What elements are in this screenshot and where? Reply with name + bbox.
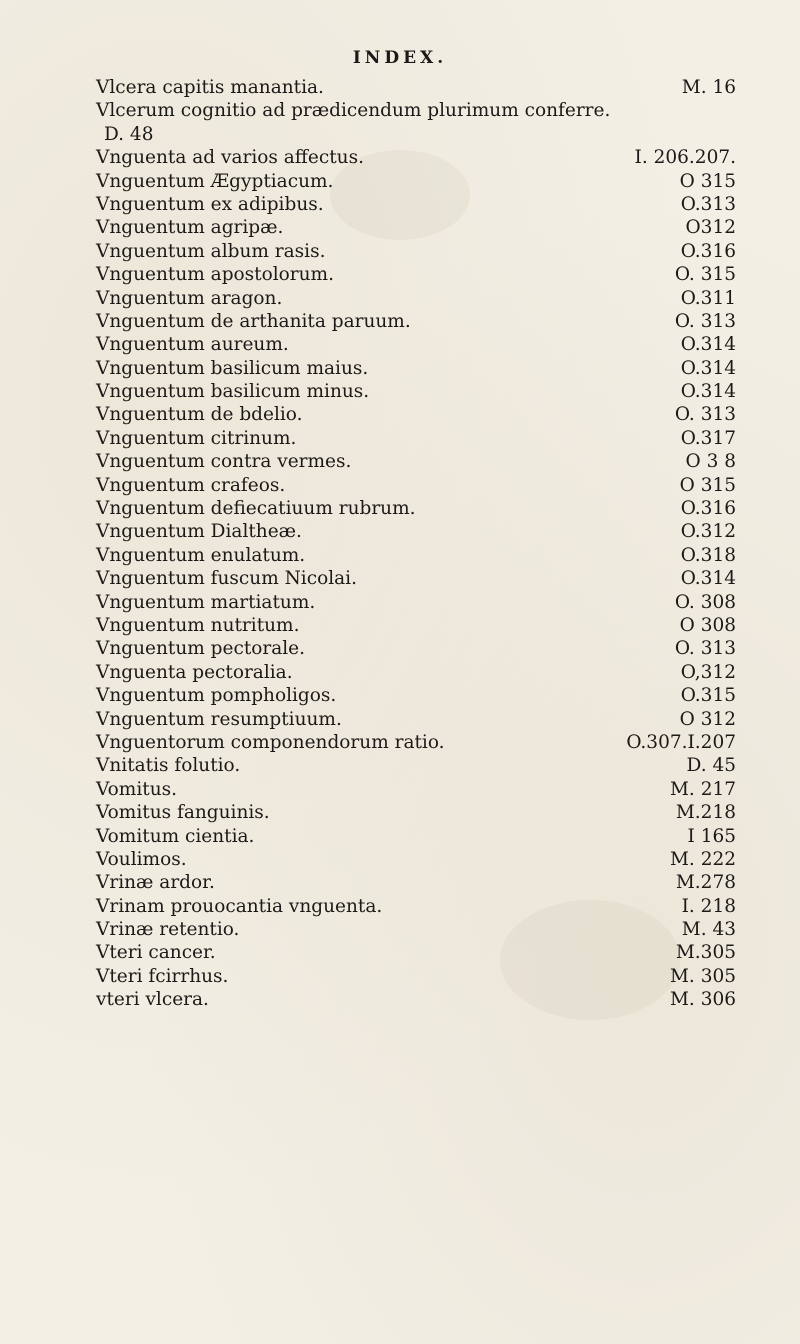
index-entry <box>96 193 736 216</box>
index-entry <box>96 76 736 99</box>
index-entry <box>96 357 736 380</box>
index-entry <box>96 965 736 988</box>
entry-reference: O. 313 <box>674 638 736 660</box>
entry-term: Vnguentum aureum. <box>96 334 289 356</box>
entry-reference: M.218 <box>675 802 736 824</box>
entry-reference: D. 45 <box>686 755 736 777</box>
entry-term: Vnguentum citrinum. <box>96 427 297 449</box>
index-entry <box>96 895 736 918</box>
index-entry <box>96 941 736 964</box>
entry-term: Vomitum cientia. <box>96 825 255 847</box>
entry-term: Vnguenta pectoralia. <box>96 661 293 683</box>
entry-term: Vnguentum ex adipibus. <box>96 193 324 215</box>
entry-reference: I 165 <box>687 825 736 847</box>
entry-reference: O.314 <box>680 568 736 590</box>
index-entry <box>96 333 736 356</box>
entry-reference: O.312 <box>680 521 736 543</box>
entry-term: Vlcera capitis manantia. <box>96 77 324 98</box>
entry-reference: M. 222 <box>669 848 736 870</box>
index-entry <box>96 240 736 263</box>
index-entry <box>96 146 736 169</box>
entry-term: Vrinam prouocantia vnguenta. <box>96 895 383 917</box>
index-entry <box>96 848 736 871</box>
index-entry <box>96 567 736 590</box>
entry-term: Vnitatis folutio. <box>96 755 241 777</box>
index-entry <box>96 403 736 426</box>
entry-reference: O,312 <box>680 661 736 683</box>
entry-reference: O.313 <box>680 193 736 215</box>
entry-term: Vomitus fanguinis. <box>96 802 270 824</box>
index-entry <box>96 988 736 1011</box>
entry-term: Vnguentum enulatum. <box>96 544 306 566</box>
entry-reference: M. 16 <box>681 77 736 98</box>
entry-term: Vnguentum pompholigos. <box>96 685 337 707</box>
index-entry <box>96 708 736 731</box>
entry-reference: O.316 <box>680 240 736 262</box>
index-entry <box>96 544 736 567</box>
entry-term: Vnguentum martiatum. <box>96 591 316 613</box>
entry-reference: O 315 <box>679 474 736 496</box>
entry-term: Vnguentum album rasis. <box>96 240 326 262</box>
entry-reference: I. 206.207. <box>634 147 736 169</box>
entry-reference: O.316 <box>680 498 736 520</box>
entry-reference: M. 306 <box>669 989 736 1011</box>
entry-reference: O 315 <box>679 170 736 192</box>
index-entry <box>96 614 736 637</box>
page-header: INDEX. <box>352 48 448 68</box>
entry-term: vteri vlcera. <box>96 989 209 1011</box>
entry-reference: M. 43 <box>681 919 736 941</box>
entry-reference: O.318 <box>680 544 736 566</box>
entry-reference: O 3 8 <box>685 451 736 473</box>
index-entry <box>96 216 736 239</box>
entry-reference: M.278 <box>675 872 736 894</box>
entry-term: Vnguentum basilicum minus. <box>96 381 370 403</box>
entry-reference: O.314 <box>680 334 736 356</box>
entry-reference: O. 308 <box>674 591 736 613</box>
entry-term: Voulimos. <box>96 848 187 870</box>
entry-term: Vnguentorum componendorum ratio. <box>96 731 445 753</box>
entry-term: Vnguenta ad varios affectus. <box>96 147 364 169</box>
index-entry <box>96 801 736 824</box>
entry-reference: O.311 <box>680 287 736 309</box>
index-entry <box>96 918 736 941</box>
entry-term: Vnguentum pectorale. <box>96 638 306 660</box>
index-entry <box>96 871 736 894</box>
entry-reference: O. 313 <box>674 310 736 332</box>
entry-reference: I. 218 <box>681 895 736 917</box>
entry-term: Vnguentum contra vermes. <box>96 451 352 473</box>
entry-term: Vrinæ ardor. <box>96 872 215 894</box>
entry-reference: O. 315 <box>674 264 736 286</box>
entry-reference: O312 <box>685 217 736 239</box>
entry-term: Vnguentum basilicum maius. <box>96 357 369 379</box>
index-entry <box>96 99 736 122</box>
index-entry <box>96 754 736 777</box>
entry-reference: O.317 <box>680 427 736 449</box>
entry-term: D. 48 <box>104 123 154 145</box>
index-entry <box>96 287 736 310</box>
entry-term: Vteri fcirrhus. <box>96 965 229 987</box>
index-entry <box>96 520 736 543</box>
entry-reference: O.315 <box>680 685 736 707</box>
index-entry <box>96 170 736 193</box>
entry-term: Vnguentum Ægyptiacum. <box>96 170 334 192</box>
entry-term: Vnguentum defiecatiuum rubrum. <box>96 498 416 520</box>
entry-reference: O.314 <box>680 357 736 379</box>
index-entry <box>96 731 736 754</box>
index-entry <box>96 310 736 333</box>
index-entry <box>96 497 736 520</box>
entry-term: Vnguentum fuscum Nicolai. <box>96 568 357 590</box>
entry-reference: O 308 <box>679 614 736 636</box>
entry-term: Vnguentum resumptiuum. <box>96 708 342 730</box>
index-entry <box>96 661 736 684</box>
entry-reference: O. 313 <box>674 404 736 426</box>
entry-reference: O.307.I.207 <box>626 731 736 753</box>
index-entry <box>96 474 736 497</box>
entry-term: Vlcerum cognitio ad prædicendum plurimum conferre. <box>96 100 611 122</box>
entry-term: Vrinæ retentio. <box>96 919 240 941</box>
entry-term: Vnguentum apostolorum. <box>96 264 334 286</box>
entry-term: Vnguentum aragon. <box>96 287 283 309</box>
entry-reference: M. 305 <box>669 965 736 987</box>
index-entry <box>96 263 736 286</box>
entry-reference: O.314 <box>680 381 736 403</box>
index-entry <box>96 825 736 848</box>
entry-term: Vomitus. <box>96 778 177 800</box>
entry-term: Vnguentum nutritum. <box>96 614 300 636</box>
index-entry <box>96 427 736 450</box>
index-entry-continuation <box>96 123 736 146</box>
index-list <box>96 76 736 1012</box>
entry-term: Vteri cancer. <box>96 942 216 964</box>
index-entry <box>96 591 736 614</box>
entry-term: Vnguentum de bdelio. <box>96 404 303 426</box>
entry-term: Vnguentum de arthanita paruum. <box>96 310 411 332</box>
entry-term: Vnguentum agripæ. <box>96 217 284 239</box>
entry-term: Vnguentum crafeos. <box>96 474 286 496</box>
entry-reference: M.305 <box>675 942 736 964</box>
entry-reference: O 312 <box>679 708 736 730</box>
index-entry <box>96 380 736 403</box>
entry-term: Vnguentum Dialtheæ. <box>96 521 302 543</box>
index-entry <box>96 450 736 473</box>
index-entry <box>96 684 736 707</box>
entry-reference: M. 217 <box>669 778 736 800</box>
index-entry <box>96 637 736 660</box>
index-entry <box>96 778 736 801</box>
